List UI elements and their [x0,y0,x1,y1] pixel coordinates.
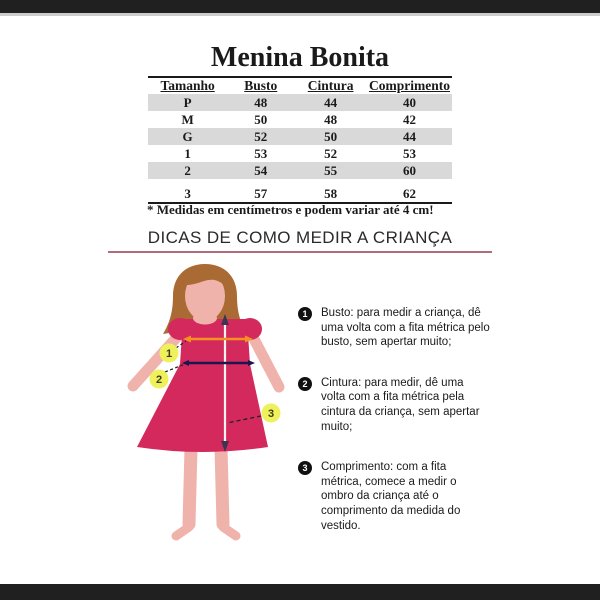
size-cell: 62 [367,182,452,203]
tip-text: Comprimento: com a fita métrica, comece a medir o ombro da criança até o comprimento da medida do vestido. [321,461,461,532]
size-cell: 1 [184,145,191,161]
size-cell: 3 [148,182,227,203]
table-row [148,128,452,145]
svg-text:2: 2 [155,374,163,386]
brand-title: Menina Bonita [210,42,390,73]
marker-2 [150,370,169,389]
marker-3 [262,404,281,423]
marker-1 [160,344,179,363]
top-bar-shadow [0,13,600,16]
girl-illustration [95,258,325,558]
size-cell: 40 [402,94,416,110]
size-cell: 52 [254,128,268,144]
tips-heading: DICAS DE COMO MEDIR A CRIANÇA [147,228,453,247]
size-cell: 54 [254,162,268,178]
size-cell: 53 [254,145,268,161]
tip-text: Busto: para medir a criança, dê uma volta com a fita métrica pelo busto, sem apertar muito; [321,307,490,349]
table-row [148,94,452,111]
girl-foot-right [223,527,236,536]
size-cell: 48 [254,94,268,110]
size-cell: 50 [254,111,268,127]
size-cell: 2 [184,162,191,178]
bottom-letterbox-bar [0,584,600,600]
size-cell: 44 [324,94,338,110]
size-cell: 60 [402,162,416,178]
tip-item [298,460,490,533]
size-cell: 48 [324,111,338,127]
column-header-cintura: Cintura [307,78,354,93]
size-cell: 58 [294,182,367,203]
tip-number-badge: 3 [298,461,312,475]
measuring-tips-list [298,306,490,559]
table-row [148,182,452,203]
size-cell: M [181,111,194,127]
measuring-figure [95,258,325,558]
column-header-busto: Busto [244,78,278,93]
tip-number-badge: 2 [298,377,312,391]
size-cell: 42 [402,111,416,127]
table-row [148,145,452,162]
tip-number-badge: 1 [298,307,312,321]
tip-item [298,306,490,350]
size-chart-table [148,76,452,204]
girl-foot-left [176,527,189,536]
size-cell: 55 [324,162,338,178]
size-cell: P [183,94,192,110]
svg-text:1: 1 [165,348,173,360]
top-letterbox-bar [0,0,600,13]
girl-leg-right [221,448,223,524]
table-row [148,162,452,182]
table-row [148,111,452,128]
size-cell: G [182,128,193,144]
column-header-tamanho: Tamanho [160,78,215,93]
tip-text: Cintura: para medir, dê uma volta com a fita métrica pela cintura da criança, sem apertar muito; [321,376,480,433]
girl-neckline [193,312,217,325]
size-chart-footnote: * Medidas em centímetros e podem variar até 4 cm! [147,202,434,217]
tip-item [298,376,490,434]
size-cell: 57 [227,182,294,203]
size-cell: 52 [324,145,338,161]
size-cell: 44 [402,128,416,144]
svg-text:3: 3 [267,408,275,420]
size-chart-header-row [148,77,452,94]
heading-rule [108,251,492,253]
size-cell: 53 [402,145,416,161]
girl-arm-right [253,337,279,387]
size-cell: 50 [324,128,338,144]
column-header-comprimento: Comprimento [368,78,450,93]
girl-leg-left [189,448,191,524]
